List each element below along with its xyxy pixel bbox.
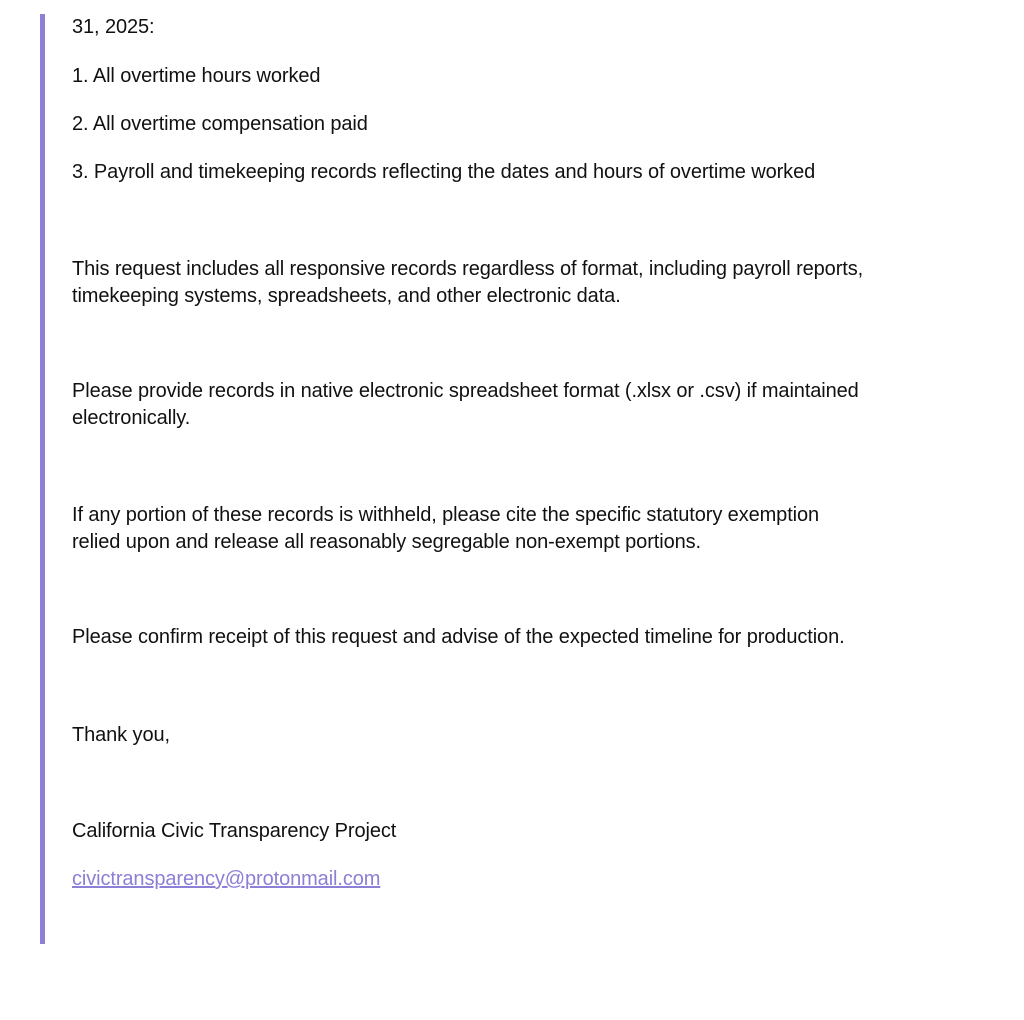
paragraph-line: Please provide records in native electronic spreadsheet format (.xlsx or .csv) if maintained (72, 380, 859, 402)
list-item: 1. All overtime hours worked (72, 65, 321, 87)
list-item: 2. All overtime compensation paid (72, 113, 368, 135)
blockquote-bar (40, 14, 45, 944)
paragraph-confirm: Please confirm receipt of this request and advise of the expected timeline for production. (72, 626, 845, 648)
paragraph-native-format (72, 378, 972, 432)
paragraph-line: If any portion of these records is withheld, please cite the specific statutory exemption (72, 504, 820, 526)
paragraph-withheld (72, 502, 972, 556)
paragraph-format (72, 256, 972, 310)
list-item: 3. Payroll and timekeeping records reflecting the dates and hours of overtime worked (72, 161, 816, 183)
paragraph-line: electronically. (72, 407, 191, 429)
closing: Thank you, (72, 724, 170, 746)
signature-org: California Civic Transparency Project (72, 820, 397, 842)
paragraph-line: timekeeping systems, spreadsheets, and other electronic data. (72, 285, 621, 307)
date-tail: 31, 2025: (72, 16, 155, 38)
paragraph-line: relied upon and release all reasonably segregable non-exempt portions. (72, 531, 701, 553)
paragraph-line: This request includes all responsive records regardless of format, including payroll reports, (72, 258, 864, 280)
signature-email-link[interactable]: civictransparency@protonmail.com (72, 868, 381, 890)
